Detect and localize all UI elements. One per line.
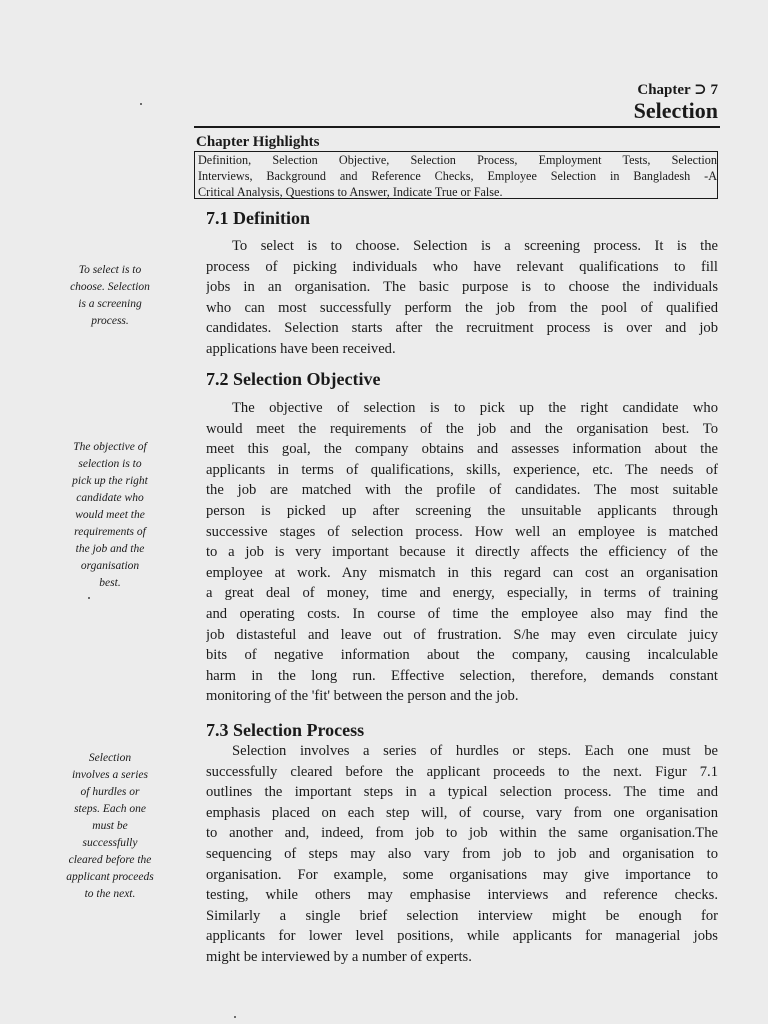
margin-note-line: organisation: [80, 560, 140, 572]
text-line: successive stages of selection process. How well an employee is matched: [206, 523, 718, 540]
margin-note-objective: [45, 439, 175, 592]
text-line: To select is to choose. Selection is a screening process. It is the: [232, 238, 718, 254]
margin-note-line: involves a series: [71, 769, 148, 781]
text-line: sequencing of steps may also vary from job to job and organisation to: [206, 845, 718, 862]
text-line: candidates. Selection starts after the recruitment process is over and job: [206, 320, 718, 337]
text-line: The objective of selection is to pick up the right candidate who: [232, 400, 718, 416]
section-heading-definition: 7.1 Definition: [206, 208, 311, 228]
text-line: might be interviewed by a number of experts.: [206, 948, 472, 965]
text-line: person is picked up after screening the unsuitable applicants through: [206, 502, 718, 519]
text-line: monitoring of the 'fit' between the person and the job.: [206, 688, 519, 705]
text-line: successfully cleared before the applicant proceeds to the next. Figur 7.1: [206, 763, 718, 780]
text-line: job distasteful and leave out of frustration. S/he may even circulate juicy: [206, 626, 718, 643]
margin-note-definition: [45, 262, 175, 330]
text-line: testing, while others may emphasise interviews and reference checks.: [206, 887, 718, 904]
text-line: jobs in an organisation. The basic purpose is to choose the individuals: [206, 279, 718, 296]
text-line: outlines the important steps in a typical selection process. The time and: [206, 784, 718, 801]
margin-note-line: would meet the: [75, 509, 145, 521]
section-heading-objective: 7.2 Selection Objective: [206, 369, 381, 389]
text-line: and operating costs. In course of time the employee also may find the: [206, 605, 718, 622]
highlights-line: Critical Analysis, Questions to Answer, Indicate True or False.: [198, 185, 503, 199]
text-line: harm in the long run. Effective selection, therefore, demands constant: [206, 667, 718, 684]
margin-note-line: steps. Each one: [74, 803, 146, 815]
margin-note-line: to the next.: [84, 888, 136, 900]
chapter-label: Chapter ⊃ 7: [637, 82, 718, 98]
scan-speck: [88, 597, 90, 599]
section-body-process: [206, 741, 718, 968]
margin-note-line: is a screening: [78, 298, 142, 310]
text-line: applicants for lower level positions, while applicants for managerial jobs: [206, 928, 718, 945]
text-line: emphasis placed on each step will, of course, vary from one organisation: [206, 804, 718, 821]
text-line: would meet the requirements of the job and the organisation best. To: [206, 420, 718, 437]
margin-note-line: must be: [92, 820, 128, 832]
margin-note-line: cleared before the: [68, 854, 152, 866]
text-line: Selection involves a series of hurdles or steps. Each one must be: [232, 743, 718, 759]
text-line: to a job is very important because it directly affects the efficiency of the: [206, 544, 718, 561]
scan-speck: [234, 1016, 236, 1018]
text-line: a great deal of money, time and energy, especially, in terms of training: [206, 585, 718, 602]
margin-note-line: The objective of: [73, 441, 147, 453]
margin-note-line: choose. Selection: [70, 281, 150, 293]
margin-note-line: the job and the: [75, 543, 145, 555]
margin-note-line: Selection: [88, 752, 132, 764]
highlights-line: Definition, Selection Objective, Selection Process, Employment Tests, Selection: [198, 153, 717, 167]
highlights-title: Chapter Highlights: [196, 134, 320, 150]
margin-note-line: successfully: [82, 837, 138, 849]
text-line: applicants in terms of qualifications, skills, experience, etc. The needs of: [206, 461, 718, 478]
section-body-definition: [206, 236, 718, 360]
text-line: bits of negative information about the company, causing incalculable: [206, 647, 718, 664]
section-body-objective: [206, 398, 718, 707]
text-line: who can most successfully perform the job from the pool of qualified: [206, 299, 718, 316]
text-line: the job are matched with the profile of candidates. The most suitable: [206, 482, 718, 499]
text-line: organisation. For example, some organisations may give importance to: [206, 866, 718, 883]
margin-note-line: of hurdles or: [80, 786, 140, 798]
margin-note-line: selection is to: [78, 458, 142, 470]
margin-note-line: To select is to: [78, 264, 142, 276]
text-line: applications have been received.: [206, 340, 396, 357]
margin-note-line: best.: [99, 577, 121, 589]
text-line: to another and, indeed, from job to job within the same organisation.The: [206, 825, 718, 842]
margin-note-line: applicant proceeds: [66, 871, 154, 883]
header-rule: [194, 126, 720, 128]
margin-note-line: pick up the right: [72, 475, 148, 487]
text-line: meet this goal, the company obtains and assesses information about the: [206, 441, 718, 458]
section-heading-process: 7.3 Selection Process: [206, 720, 365, 740]
highlights-box: [194, 151, 718, 199]
text-line: employee at work. Any mismatch in this regard can cost an organisation: [206, 564, 718, 581]
text-line: Similarly a single brief selection interview might be enough for: [206, 907, 718, 924]
chapter-title: Selection: [633, 98, 718, 123]
highlights-line: Interviews, Background and Reference Checks, Employee Selection in Bangladesh -A: [198, 169, 717, 183]
margin-note-line: process.: [91, 315, 129, 327]
margin-note-process: [45, 750, 175, 903]
text-line: process of picking individuals who have relevant qualifications to fill: [206, 258, 718, 275]
scan-speck: [140, 103, 142, 105]
margin-note-line: requirements of: [74, 526, 146, 538]
margin-note-line: candidate who: [76, 492, 144, 504]
